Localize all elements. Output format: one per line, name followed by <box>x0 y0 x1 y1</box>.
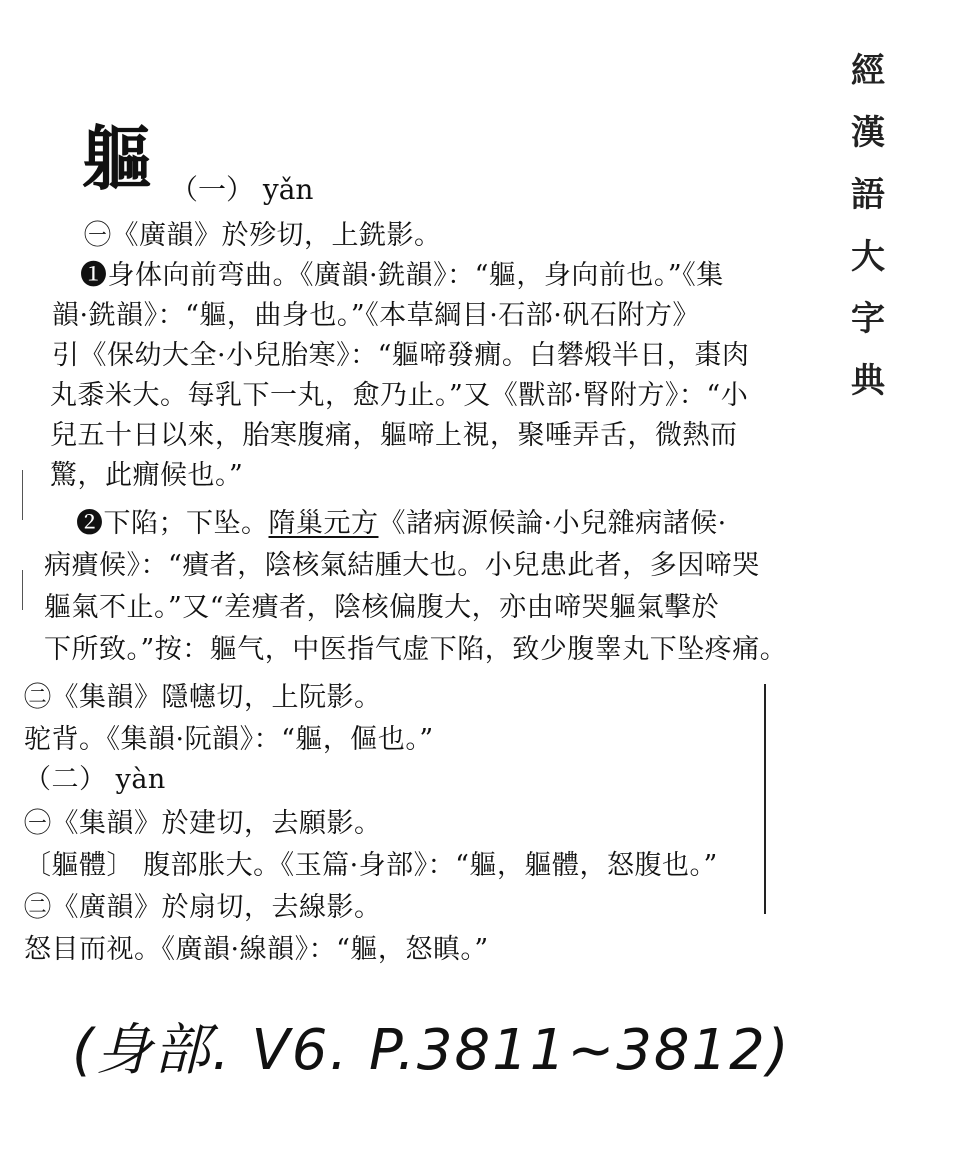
sense-2-label: ❷下陷；下坠。 <box>76 508 269 539</box>
entry-line: ㊁《集韻》隱幰切，上阮影。 <box>24 682 382 713</box>
entry-line: ❶身体向前弯曲。《廣韻·銑韻》：“軀，身向前也。”《集 <box>80 260 724 291</box>
column-rule <box>764 684 766 914</box>
entry-line: 引《保幼大全·小兒胎寒》：“軀啼發癇。白礬煅半日，棗肉 <box>52 340 750 371</box>
reading-1: （一） yǎn <box>170 173 314 206</box>
source-author: 隋巢元方 <box>268 508 379 539</box>
spine-char: 大 <box>851 237 885 277</box>
spine-char: 語 <box>851 175 885 215</box>
headword: 軀 <box>82 117 152 200</box>
entry-line: 怒目而视。《廣韻·線韻》：“軀，怒瞋。” <box>24 934 489 965</box>
entry-line: 兒五十日以來，胎寒腹痛，軀啼上視，聚唾弄舌，微熱而 <box>50 420 738 451</box>
entry-line: 下所致。”按：軀气，中医指气虚下陷，致少腹睾丸下坠疼痛。 <box>44 634 788 665</box>
reading-2: （二） yàn <box>24 764 166 795</box>
entry-line: ㊁《廣韻》於扇切，去線影。 <box>24 892 382 923</box>
spine-char: 漢 <box>851 113 885 153</box>
entry-line: 軀氣不止。”又“差㿉者，陰核偏腹大，亦由啼哭軀氣擊於 <box>44 592 720 623</box>
entry-line: 〔軀體〕 腹部胀大。《玉篇·身部》：“軀，軀體，怒腹也。” <box>24 850 718 881</box>
spine-char: 經 <box>851 51 885 91</box>
entry-line: 驚，此癇候也。” <box>50 460 244 491</box>
entry-line: 病㿉候》：“㿉者，陰核氣結腫大也。小兒患此者，多因啼哭 <box>44 550 760 581</box>
entry-line: 韻·銑韻》：“軀，曲身也。”《本草綱目·石部·矾石附方》 <box>52 300 700 331</box>
spine-char: 典 <box>851 361 885 401</box>
handwritten-note: (身部. V6. P.3811~3812) <box>72 1018 791 1083</box>
source-title: 《諸病源候論·小兒雜病諸候· <box>378 508 727 539</box>
entry-line: ㊀《廣韻》於殄切，上銑影。 <box>84 220 442 251</box>
spine-title <box>846 40 890 412</box>
entry-line: 驼背。《集韻·阮韻》：“軀，傴也。” <box>24 724 434 755</box>
margin-mark <box>22 470 23 520</box>
entry-line: 丸黍米大。每乳下一丸，愈乃止。”又《獸部·腎附方》：“小 <box>50 380 749 411</box>
entry-line <box>76 510 727 537</box>
entry-line: ㊀《集韻》於建切，去願影。 <box>24 808 382 839</box>
spine-char: 字 <box>851 299 885 339</box>
margin-mark <box>22 570 23 610</box>
